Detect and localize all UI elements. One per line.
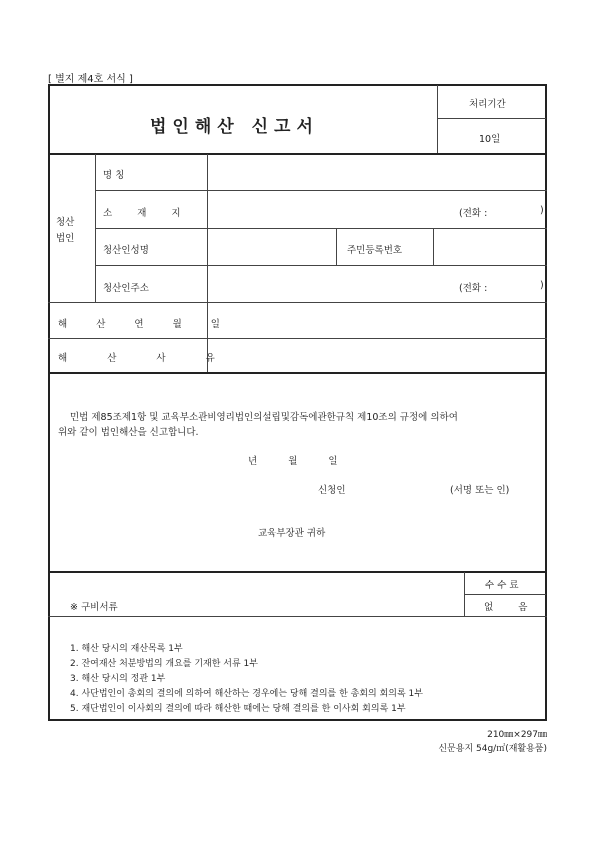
addressee: 교육부장관 귀하 xyxy=(258,528,326,539)
paper-size: 210㎜×297㎜ xyxy=(487,730,547,740)
paper-type: 신문용지 54g/㎡(재활용품) xyxy=(438,744,547,754)
liquidator-phone-note: (전화 : xyxy=(459,283,488,294)
phone-note: (전화 : xyxy=(459,208,488,219)
liquidator-address-label: 청산인주소 xyxy=(103,283,149,294)
divider xyxy=(464,594,546,595)
divider xyxy=(95,190,547,191)
divider xyxy=(95,228,547,229)
dissolution-reason-label: 해 산 사 유 xyxy=(58,353,215,364)
attachment-item: 1. 해산 당시의 재산목록 1부 xyxy=(70,644,183,654)
date-line: 년 월 일 xyxy=(248,456,338,467)
divider xyxy=(48,372,547,374)
fee-value: 없 음 xyxy=(484,602,528,613)
attachment-item: 3. 해산 당시의 정관 1부 xyxy=(70,674,166,684)
liquidation-corp-label-2: 법인 xyxy=(56,233,75,244)
processing-period-value: 10일 xyxy=(479,134,501,145)
address-label: 소 재 지 xyxy=(103,208,181,219)
attachments-label: ※ 구비서류 xyxy=(70,602,118,613)
form-number: [ 별지 제4호 서식 ] xyxy=(48,74,133,85)
divider xyxy=(437,85,438,153)
attachment-item: 2. 잔여재산 처분방법의 개요를 기재한 서류 1부 xyxy=(70,659,258,669)
divider xyxy=(95,265,547,266)
phone-close: ) xyxy=(540,280,544,291)
divider xyxy=(437,118,546,119)
divider xyxy=(48,302,547,303)
resident-number-label: 주민등록번호 xyxy=(347,245,403,256)
fee-label: 수 수 료 xyxy=(485,580,519,591)
form-title: 법인해산 신고서 xyxy=(150,117,319,137)
processing-period-label: 처리기간 xyxy=(469,99,506,110)
liquidator-name-label: 청산인성명 xyxy=(103,245,149,256)
applicant-label: 신청인 xyxy=(318,485,346,496)
liquidation-corp-label-1: 청산 xyxy=(56,217,75,228)
dissolution-date-label: 해 산 연 월 일 xyxy=(58,319,220,330)
statement-line-2: 위와 같이 법인해산을 신고합니다. xyxy=(58,427,199,438)
divider xyxy=(433,229,434,265)
statement-line-1: 민법 제85조제1항 및 교육부소관비영리법인의설립및감독에관한규칙 제10조의 규정에 의하여 xyxy=(70,412,458,423)
signature-note: (서명 또는 인) xyxy=(450,485,510,496)
divider xyxy=(48,153,547,155)
divider xyxy=(48,571,547,573)
divider xyxy=(48,616,547,617)
name-label: 명 칭 xyxy=(103,170,125,181)
divider xyxy=(336,229,337,265)
divider xyxy=(48,338,547,339)
attachment-item: 4. 사단법인이 총회의 결의에 의하여 해산하는 경우에는 당해 결의를 한 총회의 회의록 1부 xyxy=(70,689,423,699)
attachment-item: 5. 재단법인이 이사회의 결의에 따라 해산한 때에는 당해 결의를 한 이사회 회의록 1부 xyxy=(70,704,406,714)
divider xyxy=(207,154,208,372)
phone-close: ) xyxy=(540,205,544,216)
